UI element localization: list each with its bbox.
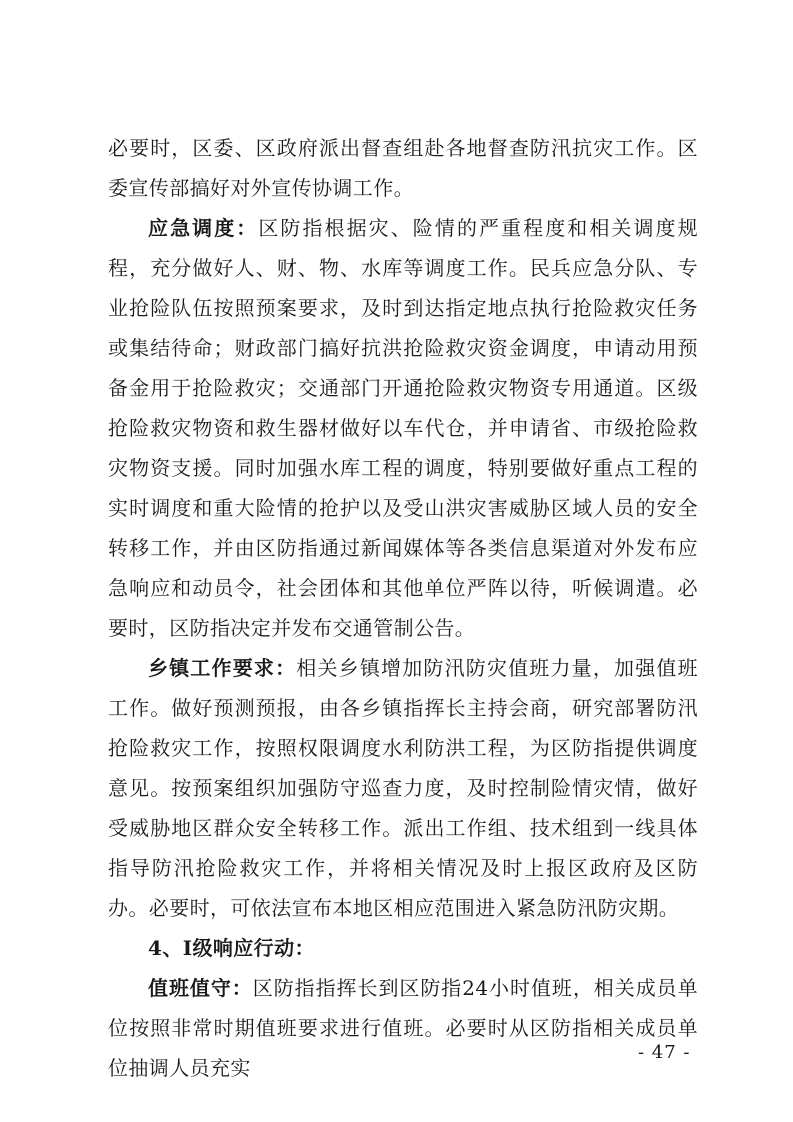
page-number: - 47 - [638, 1042, 691, 1063]
paragraph-text: 必要时，区委、区政府派出督查组赴各地督查防汛抗灾工作。区委宣传部搞好对外宣传协调工作。 [108, 136, 698, 200]
paragraph-text: 相关乡镇增加防汛防灾值班力量，加强值班工作。做好预测预报，由各乡镇指挥长主持会商，研究部署防汛抢险救灾工作，按照权限调度水利防洪工程，为区防指提供调度意见。按预案组织加强防守巡查力度，及时控制险情灾情，做好受威胁地区群众安全转移工作。派出工作组、技术组到一线具体指导防汛抢险救灾工作，并将相关情况及时上报区政府及区防办。必要时，可依法宣布本地区相应范围进入紧急防汛防灾期。 [108, 656, 698, 920]
paragraph-lead-duty: 值班值守： [148, 976, 253, 1000]
document-body [108, 128, 698, 1088]
section-heading-level-1-response: 4、I级响应行动： [148, 936, 315, 960]
paragraph-text: 区防指根据灾、险情的严重程度和相关调度规程，充分做好人、财、物、水库等调度工作。民兵应急分队、专业抢险队伍按照预案要求，及时到达指定地点执行抢险救灾任务或集结待命；财政部门搞好抗洪抢险救灾资金调度，申请动用预备金用于抢险救灾；交通部门开通抢险救灾物资专用通道。区级抢险救灾物资和救生器材做好以车代仓，并申请省、市级抢险救灾物资支援。同时加强水库工程的调度，特别要做好重点工程的实时调度和重大险情的抢护以及受山洪灾害威胁区域人员的安全转移工作，并由区防指通过新闻媒体等各类信息渠道对外发布应急响应和动员令，社会团体和其他单位严阵以待，听候调遣。必要时，区防指决定并发布交通管制公告。 [108, 216, 699, 640]
paragraph-lead-emergency-dispatch: 应急调度： [148, 216, 259, 240]
paragraph-township-requirements [108, 648, 698, 928]
paragraph-text: 区防指指挥长到区防指24小时值班，相关成员单位按照非常时期值班要求进行值班。必要时从区防指相关成员单位抽调人员充实 [108, 976, 698, 1080]
paragraph-lead-township-requirements: 乡镇工作要求： [148, 656, 297, 680]
paragraph-emergency-dispatch [108, 208, 698, 648]
paragraph-continued [108, 128, 698, 208]
paragraph-duty [108, 968, 698, 1088]
